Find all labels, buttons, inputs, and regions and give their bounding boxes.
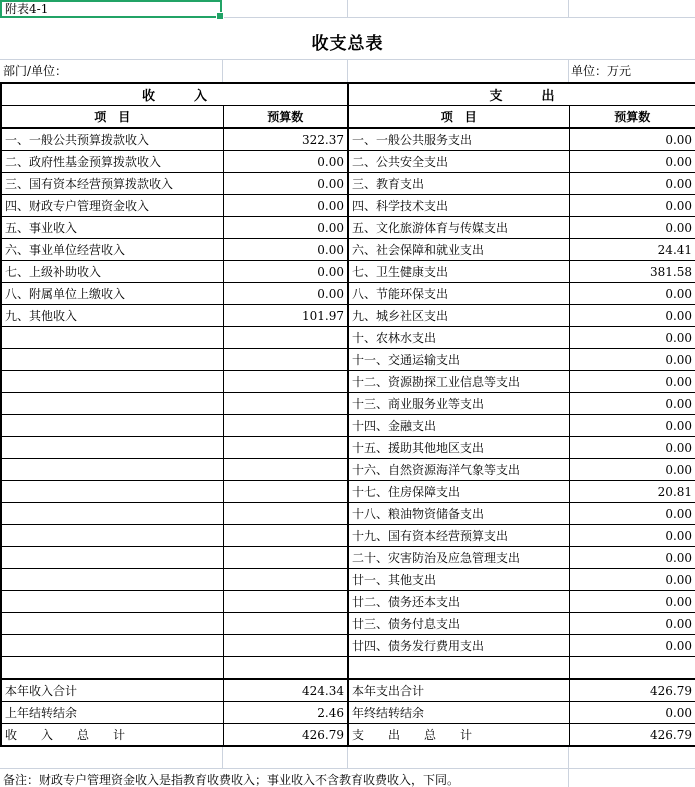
expense-item-cell[interactable]: 廿二、债务还本支出 xyxy=(348,591,569,613)
totals-row xyxy=(1,679,695,702)
expense-value-cell[interactable]: 0.00 xyxy=(569,128,695,151)
top-row xyxy=(0,0,695,18)
sheet-title-cell[interactable] xyxy=(0,18,695,60)
expense-value-cell[interactable]: 0.00 xyxy=(569,437,695,459)
expense-value-cell[interactable] xyxy=(569,657,695,680)
total-expense-label[interactable]: 支 出 总 计 xyxy=(348,724,569,747)
expense-item-cell[interactable]: 九、城乡社区支出 xyxy=(348,305,569,327)
income-value-cell[interactable] xyxy=(223,415,348,437)
expense-item-cell[interactable]: 十五、援助其他地区支出 xyxy=(348,437,569,459)
totals-row xyxy=(1,724,695,747)
expense-value-cell[interactable]: 0.00 xyxy=(569,415,695,437)
income-item-cell[interactable] xyxy=(1,415,223,437)
expense-value-cell[interactable]: 0.00 xyxy=(569,459,695,481)
income-item-cell[interactable] xyxy=(1,371,223,393)
expense-item-cell[interactable]: 廿一、其他支出 xyxy=(348,569,569,591)
totals-row xyxy=(1,702,695,724)
income-item-cell[interactable] xyxy=(1,613,223,635)
income-value-cell[interactable] xyxy=(223,613,348,635)
expense-value-cell[interactable]: 0.00 xyxy=(569,327,695,349)
income-value-cell[interactable] xyxy=(223,481,348,503)
income-value-cell[interactable] xyxy=(223,349,348,371)
table-row xyxy=(1,217,695,239)
expense-value-cell[interactable]: 0.00 xyxy=(569,393,695,415)
income-item-cell[interactable]: 四、财政专户管理资金收入 xyxy=(1,195,223,217)
expense-value-cell[interactable]: 20.81 xyxy=(569,481,695,503)
meta-row xyxy=(0,60,695,82)
table-row xyxy=(1,657,695,680)
table-row xyxy=(1,173,695,195)
total-expense-value[interactable]: 426.79 xyxy=(569,724,695,747)
income-value-cell[interactable] xyxy=(223,437,348,459)
table-row xyxy=(1,415,695,437)
gridline xyxy=(568,769,569,787)
table-row xyxy=(1,525,695,547)
gridline xyxy=(568,60,569,82)
gridline xyxy=(568,747,569,768)
expense-item-cell[interactable]: 四、科学技术支出 xyxy=(348,195,569,217)
unit-label[interactable]: 单位：万元 xyxy=(571,64,632,78)
income-value-cell[interactable]: 322.37 xyxy=(223,128,348,151)
expense-value-cell[interactable]: 0.00 xyxy=(569,503,695,525)
gridline xyxy=(347,60,348,82)
total-expense-label[interactable]: 年终结转结余 xyxy=(348,702,569,724)
income-item-cell[interactable] xyxy=(1,525,223,547)
table-row xyxy=(1,327,695,349)
income-value-cell[interactable]: 0.00 xyxy=(223,195,348,217)
income-item-cell[interactable] xyxy=(1,393,223,415)
income-value-cell[interactable] xyxy=(223,503,348,525)
table-row xyxy=(1,437,695,459)
income-value-cell[interactable] xyxy=(223,547,348,569)
income-item-cell[interactable]: 五、事业收入 xyxy=(1,217,223,239)
income-item-cell[interactable]: 八、附属单位上缴收入 xyxy=(1,283,223,305)
table-row xyxy=(1,547,695,569)
total-expense-label[interactable]: 本年支出合计 xyxy=(348,679,569,702)
income-value-cell[interactable] xyxy=(223,525,348,547)
expense-item-cell[interactable]: 一、一般公共服务支出 xyxy=(348,128,569,151)
gridline xyxy=(222,747,223,768)
table-row xyxy=(1,459,695,481)
income-item-cell[interactable] xyxy=(1,547,223,569)
expense-value-cell[interactable]: 0.00 xyxy=(569,371,695,393)
expense-item-cell[interactable]: 十八、粮油物资储备支出 xyxy=(348,503,569,525)
expense-value-cell[interactable]: 0.00 xyxy=(569,547,695,569)
expense-value-cell[interactable]: 0.00 xyxy=(569,195,695,217)
active-cell-text: 附表4-1 xyxy=(5,2,49,16)
income-value-cell[interactable] xyxy=(223,657,348,680)
income-value-cell[interactable]: 0.00 xyxy=(223,261,348,283)
table-row xyxy=(1,305,695,327)
table-row xyxy=(1,371,695,393)
income-value-cell[interactable] xyxy=(223,393,348,415)
expense-item-cell[interactable]: 十六、自然资源海洋气象等支出 xyxy=(348,459,569,481)
income-item-cell[interactable] xyxy=(1,349,223,371)
income-value-cell[interactable]: 0.00 xyxy=(223,151,348,173)
expense-item-cell[interactable]: 廿三、债务付息支出 xyxy=(348,613,569,635)
gridline xyxy=(347,747,348,768)
income-value-cell[interactable] xyxy=(223,327,348,349)
table-row xyxy=(1,591,695,613)
income-item-cell[interactable] xyxy=(1,569,223,591)
income-item-cell[interactable]: 九、其他收入 xyxy=(1,305,223,327)
table-row xyxy=(1,151,695,173)
total-income-value[interactable]: 424.34 xyxy=(223,679,348,702)
column-header-row xyxy=(1,106,695,129)
total-income-label[interactable]: 上年结转结余 xyxy=(1,702,223,724)
income-item-cell[interactable] xyxy=(1,437,223,459)
table-row xyxy=(1,613,695,635)
expense-item-cell[interactable]: 十、农林水支出 xyxy=(348,327,569,349)
expense-value-cell[interactable]: 0.00 xyxy=(569,591,695,613)
table-row xyxy=(1,349,695,371)
expense-value-cell[interactable]: 0.00 xyxy=(569,569,695,591)
table-row xyxy=(1,128,695,151)
income-item-cell[interactable]: 六、事业单位经营收入 xyxy=(1,239,223,261)
expense-item-cell[interactable]: 十二、资源勘探工业信息等支出 xyxy=(348,371,569,393)
income-value-cell[interactable]: 0.00 xyxy=(223,217,348,239)
income-item-cell[interactable] xyxy=(1,591,223,613)
income-value-cell[interactable]: 0.00 xyxy=(223,173,348,195)
income-item-cell[interactable]: 一、一般公共预算拨款收入 xyxy=(1,128,223,151)
table-row xyxy=(1,283,695,305)
table-row xyxy=(1,195,695,217)
summary-table xyxy=(0,82,695,747)
income-item-cell[interactable] xyxy=(1,459,223,481)
table-row xyxy=(1,393,695,415)
expense-value-cell[interactable]: 0.00 xyxy=(569,635,695,657)
income-value-cell[interactable] xyxy=(223,459,348,481)
income-item-header[interactable]: 项 目 xyxy=(1,106,223,129)
expense-value-cell[interactable]: 0.00 xyxy=(569,525,695,547)
total-income-value[interactable]: 426.79 xyxy=(223,724,348,747)
income-value-cell[interactable] xyxy=(223,591,348,613)
expense-item-header[interactable]: 项 目 xyxy=(348,106,569,129)
expense-value-cell[interactable]: 381.58 xyxy=(569,261,695,283)
table-row xyxy=(1,635,695,657)
expense-item-cell[interactable]: 七、卫生健康支出 xyxy=(348,261,569,283)
income-value-cell[interactable]: 101.97 xyxy=(223,305,348,327)
dept-unit-label[interactable]: 部门/单位： xyxy=(3,64,68,78)
expense-value-cell[interactable]: 24.41 xyxy=(569,239,695,261)
expense-budget-header[interactable]: 预算数 xyxy=(569,106,695,129)
expense-item-cell[interactable]: 六、社会保障和就业支出 xyxy=(348,239,569,261)
section-header-row xyxy=(1,83,695,106)
expense-item-cell[interactable]: 十四、金融支出 xyxy=(348,415,569,437)
income-item-cell[interactable] xyxy=(1,635,223,657)
expense-item-cell[interactable]: 十七、住房保障支出 xyxy=(348,481,569,503)
total-income-label[interactable]: 收 入 总 计 xyxy=(1,724,223,747)
income-item-cell[interactable] xyxy=(1,481,223,503)
table-row xyxy=(1,239,695,261)
gridline xyxy=(222,60,223,82)
income-item-cell[interactable]: 二、政府性基金预算拨款收入 xyxy=(1,151,223,173)
page-title: 收支总表 xyxy=(311,34,384,54)
income-item-cell[interactable] xyxy=(1,503,223,525)
expense-item-cell[interactable]: 八、节能环保支出 xyxy=(348,283,569,305)
empty-row xyxy=(0,747,695,769)
expense-value-cell[interactable]: 0.00 xyxy=(569,305,695,327)
total-expense-value[interactable]: 426.79 xyxy=(569,679,695,702)
gridline xyxy=(568,0,569,17)
income-item-cell[interactable]: 三、国有资本经营预算拨款收入 xyxy=(1,173,223,195)
expense-section-header[interactable]: 支 出 xyxy=(348,83,695,106)
selection-handle[interactable] xyxy=(216,12,224,20)
expense-item-cell[interactable]: 廿四、债务发行费用支出 xyxy=(348,635,569,657)
table-row xyxy=(1,261,695,283)
income-budget-header[interactable]: 预算数 xyxy=(223,106,348,129)
gridline xyxy=(347,0,348,17)
table-row xyxy=(1,481,695,503)
expense-item-cell[interactable] xyxy=(348,657,569,680)
income-value-cell[interactable]: 0.00 xyxy=(223,283,348,305)
total-expense-value[interactable]: 0.00 xyxy=(569,702,695,724)
active-cell[interactable] xyxy=(0,0,222,18)
expense-value-cell[interactable]: 0.00 xyxy=(569,349,695,371)
expense-value-cell[interactable]: 0.00 xyxy=(569,613,695,635)
note-text: 备注：财政专户管理资金收入是指教育收费收入；事业收入不含教育收费收入，下同。 xyxy=(3,773,460,787)
note-row xyxy=(0,769,695,787)
income-value-cell[interactable] xyxy=(223,635,348,657)
income-item-cell[interactable] xyxy=(1,327,223,349)
income-section-header[interactable]: 收 入 xyxy=(1,83,348,106)
expense-item-cell[interactable]: 十三、商业服务业等支出 xyxy=(348,393,569,415)
income-item-cell[interactable]: 七、上级补助收入 xyxy=(1,261,223,283)
table-body xyxy=(1,128,695,746)
income-value-cell[interactable] xyxy=(223,569,348,591)
table-row xyxy=(1,503,695,525)
total-income-label[interactable]: 本年收入合计 xyxy=(1,679,223,702)
table-row xyxy=(1,569,695,591)
total-income-value[interactable]: 2.46 xyxy=(223,702,348,724)
expense-item-cell[interactable]: 二、公共安全支出 xyxy=(348,151,569,173)
income-value-cell[interactable]: 0.00 xyxy=(223,239,348,261)
expense-item-cell[interactable]: 二十、灾害防治及应急管理支出 xyxy=(348,547,569,569)
income-value-cell[interactable] xyxy=(223,371,348,393)
income-item-cell[interactable] xyxy=(1,657,223,680)
expense-value-cell[interactable]: 0.00 xyxy=(569,151,695,173)
expense-value-cell[interactable]: 0.00 xyxy=(569,217,695,239)
expense-item-cell[interactable]: 十一、交通运输支出 xyxy=(348,349,569,371)
expense-value-cell[interactable]: 0.00 xyxy=(569,173,695,195)
expense-item-cell[interactable]: 五、文化旅游体育与传媒支出 xyxy=(348,217,569,239)
expense-item-cell[interactable]: 十九、国有资本经营预算支出 xyxy=(348,525,569,547)
expense-item-cell[interactable]: 三、教育支出 xyxy=(348,173,569,195)
expense-value-cell[interactable]: 0.00 xyxy=(569,283,695,305)
